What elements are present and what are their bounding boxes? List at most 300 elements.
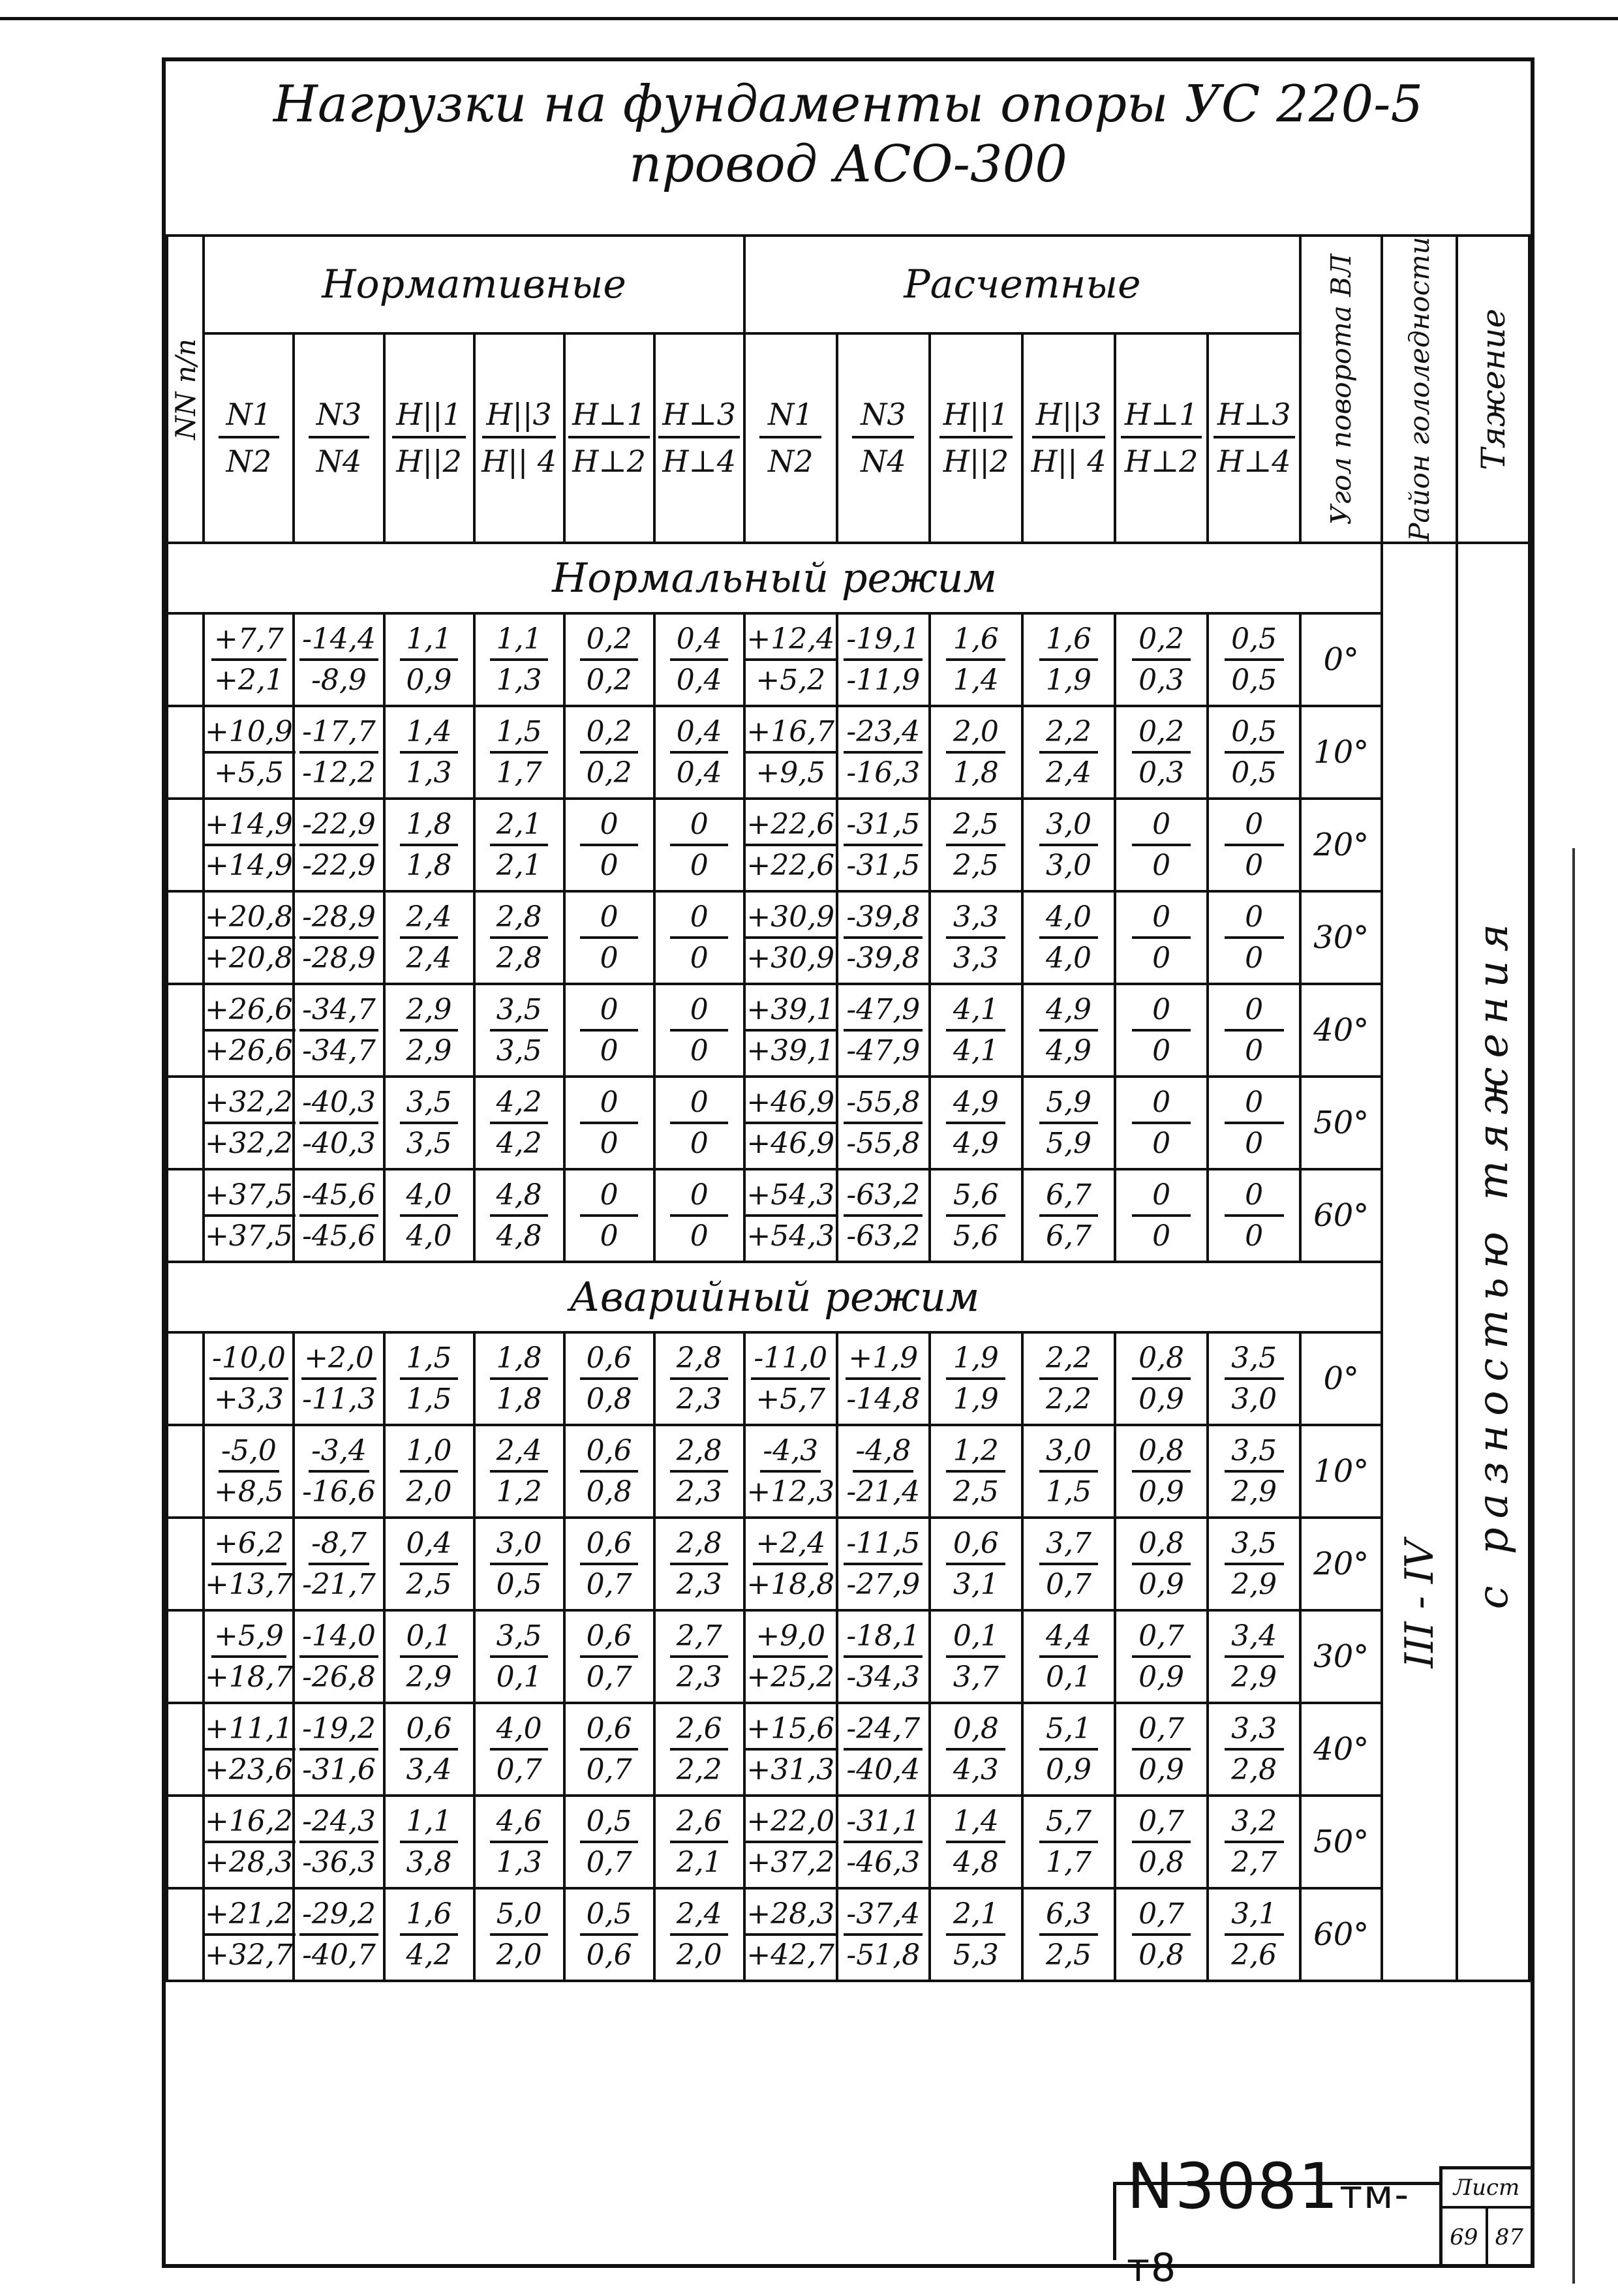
value-pair-bottom: +12,3	[746, 1475, 835, 1508]
row-number-cell	[167, 1703, 204, 1796]
value-cell	[1022, 613, 1115, 706]
value-pair	[476, 900, 563, 975]
value-pair-top: 5,0	[490, 1897, 547, 1936]
value-pair	[1209, 1086, 1299, 1160]
value-cell	[654, 1518, 744, 1610]
value-pair-bottom: 0,8	[1138, 1845, 1185, 1879]
value-cell	[384, 1077, 474, 1169]
value-pair-bottom: 0	[600, 848, 618, 882]
value-pair-top: +54,3	[744, 1178, 837, 1217]
value-cell	[1115, 1077, 1208, 1169]
value-pair-bottom: -63,2	[846, 1219, 921, 1253]
value-pair-bottom: 1,2	[496, 1475, 542, 1508]
value-pair-top: -39,8	[844, 900, 923, 939]
value-pair-top: -22,9	[299, 808, 378, 846]
value-pair-top: 1,1	[400, 1805, 457, 1843]
value-pair-bottom: +13,7	[205, 1567, 293, 1601]
value-pair-bottom: -40,3	[302, 1126, 376, 1160]
value-pair	[1209, 808, 1299, 882]
value-cell	[744, 1796, 837, 1888]
value-cell	[474, 1332, 564, 1425]
value-pair-top: 1,5	[400, 1341, 457, 1380]
value-pair	[295, 1805, 382, 1879]
value-pair	[931, 1805, 1021, 1879]
value-cell	[294, 1610, 384, 1703]
value-cell	[474, 706, 564, 799]
value-pair	[295, 1341, 382, 1416]
value-pair-top: -14,4	[299, 622, 378, 661]
value-cell	[1208, 891, 1300, 984]
title-line-1: Нагрузки на фундаменты опоры УС 220-5	[273, 75, 1424, 134]
value-pair-bottom: 2,8	[496, 941, 542, 975]
value-pair-bottom: -11,9	[846, 663, 921, 697]
value-cell	[1208, 984, 1300, 1077]
value-pair	[566, 622, 653, 697]
value-pair-bottom: -14,8	[846, 1382, 921, 1416]
value-pair-bottom: -40,4	[846, 1753, 921, 1786]
value-cell	[564, 1169, 654, 1262]
value-pair-bottom: 2,9	[1231, 1475, 1277, 1508]
value-pair-bottom: 4,3	[953, 1753, 999, 1786]
col-symbol	[1116, 397, 1206, 479]
value-cell	[930, 1518, 1022, 1610]
value-pair-bottom: 0	[690, 848, 709, 882]
value-pair-top: 0	[580, 808, 637, 846]
value-cell	[204, 1332, 294, 1425]
value-cell	[1208, 1703, 1300, 1796]
value-pair-top: +14,9	[202, 808, 296, 846]
value-pair-top: -4,8	[853, 1434, 913, 1473]
value-pair-top: -8,7	[309, 1527, 369, 1565]
value-cell	[294, 1796, 384, 1888]
value-pair	[205, 1527, 292, 1601]
value-pair	[838, 622, 928, 697]
value-pair-bottom: 1,9	[953, 1382, 999, 1416]
col-symbol-bottom: H⊥2	[1124, 444, 1198, 480]
value-cell	[204, 1425, 294, 1518]
value-pair-bottom: 0,4	[676, 663, 722, 697]
value-pair-top: -28,9	[299, 900, 378, 939]
value-pair-top: +30,9	[744, 900, 837, 939]
value-pair-top: 0,5	[580, 1897, 637, 1936]
value-pair-bottom: 4,9	[1046, 1033, 1091, 1067]
value-cell	[1115, 984, 1208, 1077]
value-cell	[204, 1518, 294, 1610]
value-pair-bottom: 1,8	[953, 756, 999, 789]
value-pair-top: 1,2	[946, 1434, 1005, 1473]
doc-number-suffix: тм-т8	[1127, 2171, 1410, 2291]
value-pair-bottom: 4,0	[1046, 941, 1091, 975]
value-pair-bottom: -21,4	[846, 1475, 921, 1508]
loads-table	[166, 234, 1531, 1982]
value-cell	[294, 1888, 384, 1981]
sheet-total: 87	[1495, 2224, 1523, 2250]
value-cell	[837, 1610, 930, 1703]
value-pair-top: 2,1	[490, 808, 547, 846]
value-pair	[386, 1341, 473, 1416]
value-cell	[1022, 1332, 1115, 1425]
col-symbol-top: H⊥3	[1214, 397, 1295, 438]
value-pair-bottom: -21,7	[302, 1567, 376, 1601]
value-pair-top: 3,2	[1225, 1805, 1284, 1843]
value-pair-top: 3,7	[1039, 1527, 1099, 1565]
value-cell	[654, 1796, 744, 1888]
norm-col-header	[654, 333, 744, 543]
value-pair	[386, 715, 473, 789]
row-number-cell	[167, 1610, 204, 1703]
value-pair	[931, 1086, 1021, 1160]
value-cell	[1208, 706, 1300, 799]
value-cell	[1208, 613, 1300, 706]
value-pair-top: -19,2	[299, 1712, 378, 1751]
value-cell	[204, 891, 294, 984]
value-pair-bottom: 2,5	[1046, 1938, 1091, 1972]
value-pair-bottom: 2,2	[1046, 1382, 1091, 1416]
mode-heading: Нормальный режим	[167, 543, 1382, 613]
value-pair-top: 0,7	[1132, 1805, 1191, 1843]
value-pair	[295, 1178, 382, 1253]
value-pair	[746, 1805, 836, 1879]
value-pair	[1024, 1341, 1114, 1416]
value-pair-bottom: 3,4	[406, 1753, 452, 1786]
value-pair-top: 0	[580, 1178, 637, 1217]
col-symbol	[566, 397, 653, 479]
angle-cell: 10°	[1300, 706, 1382, 799]
value-pair-bottom: -39,8	[846, 941, 921, 975]
value-pair-top: 1,9	[946, 1341, 1005, 1380]
value-pair-top: 1,6	[400, 1897, 457, 1936]
value-pair-top: 0,6	[580, 1434, 637, 1473]
value-pair-bottom: +5,5	[214, 756, 284, 789]
value-pair	[1116, 1178, 1206, 1253]
value-pair	[656, 900, 743, 975]
value-pair-top: 0,8	[946, 1712, 1005, 1751]
value-cell	[1208, 1610, 1300, 1703]
col-symbol-top: N1	[759, 397, 821, 438]
value-pair	[931, 622, 1021, 697]
value-pair	[1209, 1341, 1299, 1416]
value-pair-top: +2,4	[753, 1527, 828, 1565]
value-pair	[1024, 1086, 1114, 1160]
value-pair-top: +6,2	[211, 1527, 286, 1565]
value-pair-top: -55,8	[844, 1086, 923, 1124]
col-symbol-top: H||1	[392, 397, 465, 438]
value-pair-top: -10,0	[209, 1341, 288, 1380]
value-pair	[295, 715, 382, 789]
value-pair-bottom: -47,9	[846, 1033, 921, 1067]
value-pair	[476, 1805, 563, 1879]
angle-cell: 10°	[1300, 1425, 1382, 1518]
value-pair-bottom: 0,9	[1138, 1475, 1185, 1508]
value-cell	[1115, 1703, 1208, 1796]
value-pair-bottom: 2,2	[676, 1753, 722, 1786]
value-pair-bottom: -34,3	[846, 1660, 921, 1694]
value-pair	[1209, 900, 1299, 975]
table-row	[167, 984, 1529, 1077]
value-pair-top: 4,6	[490, 1805, 547, 1843]
value-pair	[746, 1086, 836, 1160]
value-cell	[654, 799, 744, 891]
value-pair-top: 4,9	[946, 1086, 1005, 1124]
value-pair-bottom: 5,6	[953, 1219, 999, 1253]
document-frame	[162, 57, 1534, 2291]
value-pair-bottom: +18,8	[746, 1567, 835, 1601]
value-pair-top: 2,9	[400, 993, 457, 1032]
value-pair-top: +16,2	[202, 1805, 296, 1843]
value-pair-top: 4,0	[400, 1178, 457, 1217]
value-pair	[746, 1712, 836, 1786]
value-pair-bottom: 0,9	[1138, 1567, 1185, 1601]
value-pair-bottom: 3,7	[953, 1660, 999, 1694]
value-pair-top: 3,5	[1225, 1341, 1284, 1380]
value-pair	[295, 1712, 382, 1786]
value-cell	[564, 1610, 654, 1703]
value-pair-bottom: 1,8	[496, 1382, 542, 1416]
value-cell	[837, 1888, 930, 1981]
sheet-label: Лист	[1442, 2169, 1531, 2209]
value-cell	[384, 1425, 474, 1518]
norm-col-header	[294, 333, 384, 543]
value-cell	[744, 799, 837, 891]
value-pair-bottom: 2,5	[953, 848, 999, 882]
value-cell	[654, 706, 744, 799]
norm-col-header	[474, 333, 564, 543]
value-pair-bottom: +25,2	[746, 1660, 835, 1694]
value-pair-top: +37,5	[202, 1178, 296, 1217]
value-pair-bottom: 0,8	[586, 1382, 632, 1416]
value-pair-bottom: 5,9	[1046, 1126, 1091, 1160]
row-number-cell	[167, 613, 204, 706]
value-pair	[1209, 1897, 1299, 1972]
value-pair	[205, 1619, 292, 1694]
value-pair-top: +22,6	[744, 808, 837, 846]
value-pair-top: 0,8	[1132, 1434, 1191, 1473]
row-number-cell	[167, 1888, 204, 1981]
value-pair-bottom: -26,8	[302, 1660, 376, 1694]
value-pair-bottom: 0	[690, 941, 709, 975]
value-pair-bottom: 0	[1152, 848, 1171, 882]
value-pair-top: 0,2	[580, 715, 637, 754]
value-pair	[838, 1527, 928, 1601]
value-pair-bottom: 0,9	[1046, 1753, 1091, 1786]
value-pair	[566, 1619, 653, 1694]
value-pair-top: 0	[1132, 1178, 1191, 1217]
value-pair-bottom: 0	[600, 1033, 618, 1067]
value-pair	[1209, 622, 1299, 697]
value-pair-bottom: 0,2	[586, 663, 632, 697]
value-pair-bottom: -31,5	[846, 848, 921, 882]
value-pair	[295, 1434, 382, 1508]
value-cell	[384, 1888, 474, 1981]
value-pair-top: 2,8	[670, 1434, 727, 1473]
value-pair-top: -24,7	[844, 1712, 923, 1751]
value-pair-top: 0	[1225, 1086, 1284, 1124]
value-pair-top: 1,8	[490, 1341, 547, 1380]
value-pair-top: 0,2	[1132, 715, 1191, 754]
value-cell	[1208, 1425, 1300, 1518]
value-pair	[838, 900, 928, 975]
col-symbol-top: N1	[219, 397, 279, 438]
value-cell	[1022, 1425, 1115, 1518]
scan-edge-line	[1572, 848, 1575, 2284]
value-pair-bottom: 1,5	[406, 1382, 452, 1416]
value-pair-bottom: +14,9	[205, 848, 293, 882]
value-pair	[1209, 1527, 1299, 1601]
value-pair-bottom: 2,9	[1231, 1660, 1277, 1694]
value-pair-top: 0,1	[400, 1619, 457, 1658]
value-pair-bottom: 0,8	[586, 1475, 632, 1508]
value-cell	[1208, 1796, 1300, 1888]
value-pair	[656, 1434, 743, 1508]
value-pair-top: 0,4	[670, 715, 727, 754]
col-symbol	[746, 397, 836, 479]
value-pair-top: 0	[580, 1086, 637, 1124]
value-pair-top: 3,5	[1225, 1527, 1284, 1565]
value-pair	[386, 808, 473, 882]
value-pair-bottom: 2,4	[1046, 756, 1091, 789]
value-pair-bottom: 2,5	[953, 1475, 999, 1508]
angle-cell: 0°	[1300, 1332, 1382, 1425]
value-pair-bottom: 0	[1245, 941, 1264, 975]
value-pair	[1116, 900, 1206, 975]
value-pair-top: 6,7	[1039, 1178, 1099, 1217]
value-cell	[474, 1169, 564, 1262]
value-cell	[1022, 1169, 1115, 1262]
value-pair	[656, 993, 743, 1067]
value-pair	[746, 1527, 836, 1601]
value-pair-bottom: 4,0	[406, 1219, 452, 1253]
value-cell	[1115, 1518, 1208, 1610]
value-cell	[654, 1703, 744, 1796]
angle-cell: 30°	[1300, 891, 1382, 984]
value-cell	[384, 1169, 474, 1262]
calc-col-header	[1022, 333, 1115, 543]
value-cell	[1115, 1425, 1208, 1518]
value-pair-bottom: 0	[1245, 1033, 1264, 1067]
value-pair-top: 0,6	[580, 1619, 637, 1658]
value-cell	[744, 1077, 837, 1169]
num-header: NN п/п	[167, 236, 204, 543]
value-cell	[930, 984, 1022, 1077]
value-pair-bottom: 1,7	[1046, 1845, 1091, 1879]
value-pair-bottom: -16,6	[302, 1475, 376, 1508]
value-cell	[1022, 706, 1115, 799]
value-pair-bottom: 2,9	[1231, 1567, 1277, 1601]
value-pair	[931, 1619, 1021, 1694]
value-cell	[1022, 1888, 1115, 1981]
value-pair-top: 2,7	[670, 1619, 727, 1658]
table-row	[167, 706, 1529, 799]
value-pair	[1024, 1712, 1114, 1786]
value-pair-top: +46,9	[744, 1086, 837, 1124]
value-pair	[295, 1527, 382, 1601]
value-cell	[474, 613, 564, 706]
value-cell	[204, 1610, 294, 1703]
value-cell	[294, 1169, 384, 1262]
value-pair	[656, 1619, 743, 1694]
value-pair	[746, 1434, 836, 1508]
value-pair-bottom: 2,3	[676, 1567, 722, 1601]
value-pair-bottom: 4,2	[406, 1938, 452, 1972]
value-pair	[931, 993, 1021, 1067]
value-cell	[294, 1518, 384, 1610]
value-pair-bottom: +28,3	[205, 1845, 293, 1879]
value-pair-top: +28,3	[744, 1897, 837, 1936]
value-pair-top: +22,0	[744, 1805, 837, 1843]
value-cell	[930, 1332, 1022, 1425]
col-symbol-top: H||3	[482, 397, 555, 438]
value-cell	[654, 1332, 744, 1425]
value-pair	[1116, 1086, 1206, 1160]
value-cell	[930, 1610, 1022, 1703]
value-cell	[1115, 891, 1208, 984]
value-cell	[1208, 1888, 1300, 1981]
value-pair	[746, 1178, 836, 1253]
value-pair-bottom: +46,9	[746, 1126, 835, 1160]
table-row	[167, 1077, 1529, 1169]
value-pair	[1209, 1712, 1299, 1786]
value-pair-bottom: +37,5	[205, 1219, 293, 1253]
value-pair	[931, 900, 1021, 975]
angle-cell: 60°	[1300, 1888, 1382, 1981]
value-pair-bottom: 2,5	[406, 1567, 452, 1601]
value-pair	[1024, 1805, 1114, 1879]
value-pair-top: 0	[670, 1086, 727, 1124]
value-cell	[474, 891, 564, 984]
value-pair-bottom: 1,5	[1046, 1475, 1091, 1508]
value-cell	[930, 1703, 1022, 1796]
value-cell	[294, 1077, 384, 1169]
value-pair-bottom: 2,0	[676, 1938, 722, 1972]
value-pair-bottom: 0	[600, 941, 618, 975]
value-pair-top: 0	[670, 1178, 727, 1217]
value-pair-bottom: +3,3	[214, 1382, 284, 1416]
value-pair	[1024, 900, 1114, 975]
value-cell	[474, 984, 564, 1077]
value-pair	[1116, 1712, 1206, 1786]
value-pair	[205, 1086, 292, 1160]
table-row	[167, 1425, 1529, 1518]
value-pair-top: +5,9	[211, 1619, 286, 1658]
value-pair	[838, 808, 928, 882]
col-symbol-top: H⊥3	[658, 397, 740, 438]
value-pair-top: 1,4	[946, 1805, 1005, 1843]
value-cell	[204, 1077, 294, 1169]
value-pair	[931, 1434, 1021, 1508]
value-pair	[386, 993, 473, 1067]
value-pair-bottom: 2,4	[406, 941, 452, 975]
value-pair-top: 0,5	[580, 1805, 637, 1843]
value-pair	[1209, 1434, 1299, 1508]
value-pair-top: 0	[1225, 808, 1284, 846]
value-pair-bottom: 0,1	[1046, 1660, 1091, 1694]
value-cell	[837, 706, 930, 799]
document-number-stamp	[1113, 2149, 1439, 2291]
value-pair-top: 1,4	[400, 715, 457, 754]
value-pair-top: 0,2	[580, 622, 637, 661]
value-cell	[564, 1888, 654, 1981]
value-pair-top: 0,4	[400, 1527, 457, 1565]
value-cell	[1208, 1518, 1300, 1610]
value-pair	[566, 1527, 653, 1601]
value-pair-top: 0,6	[580, 1712, 637, 1751]
value-pair-top: 0	[670, 993, 727, 1032]
value-pair-bottom: 0	[690, 1219, 709, 1253]
value-cell	[744, 1169, 837, 1262]
value-pair-top: +15,6	[744, 1712, 837, 1751]
value-pair	[566, 1086, 653, 1160]
col-symbol	[1024, 397, 1114, 479]
